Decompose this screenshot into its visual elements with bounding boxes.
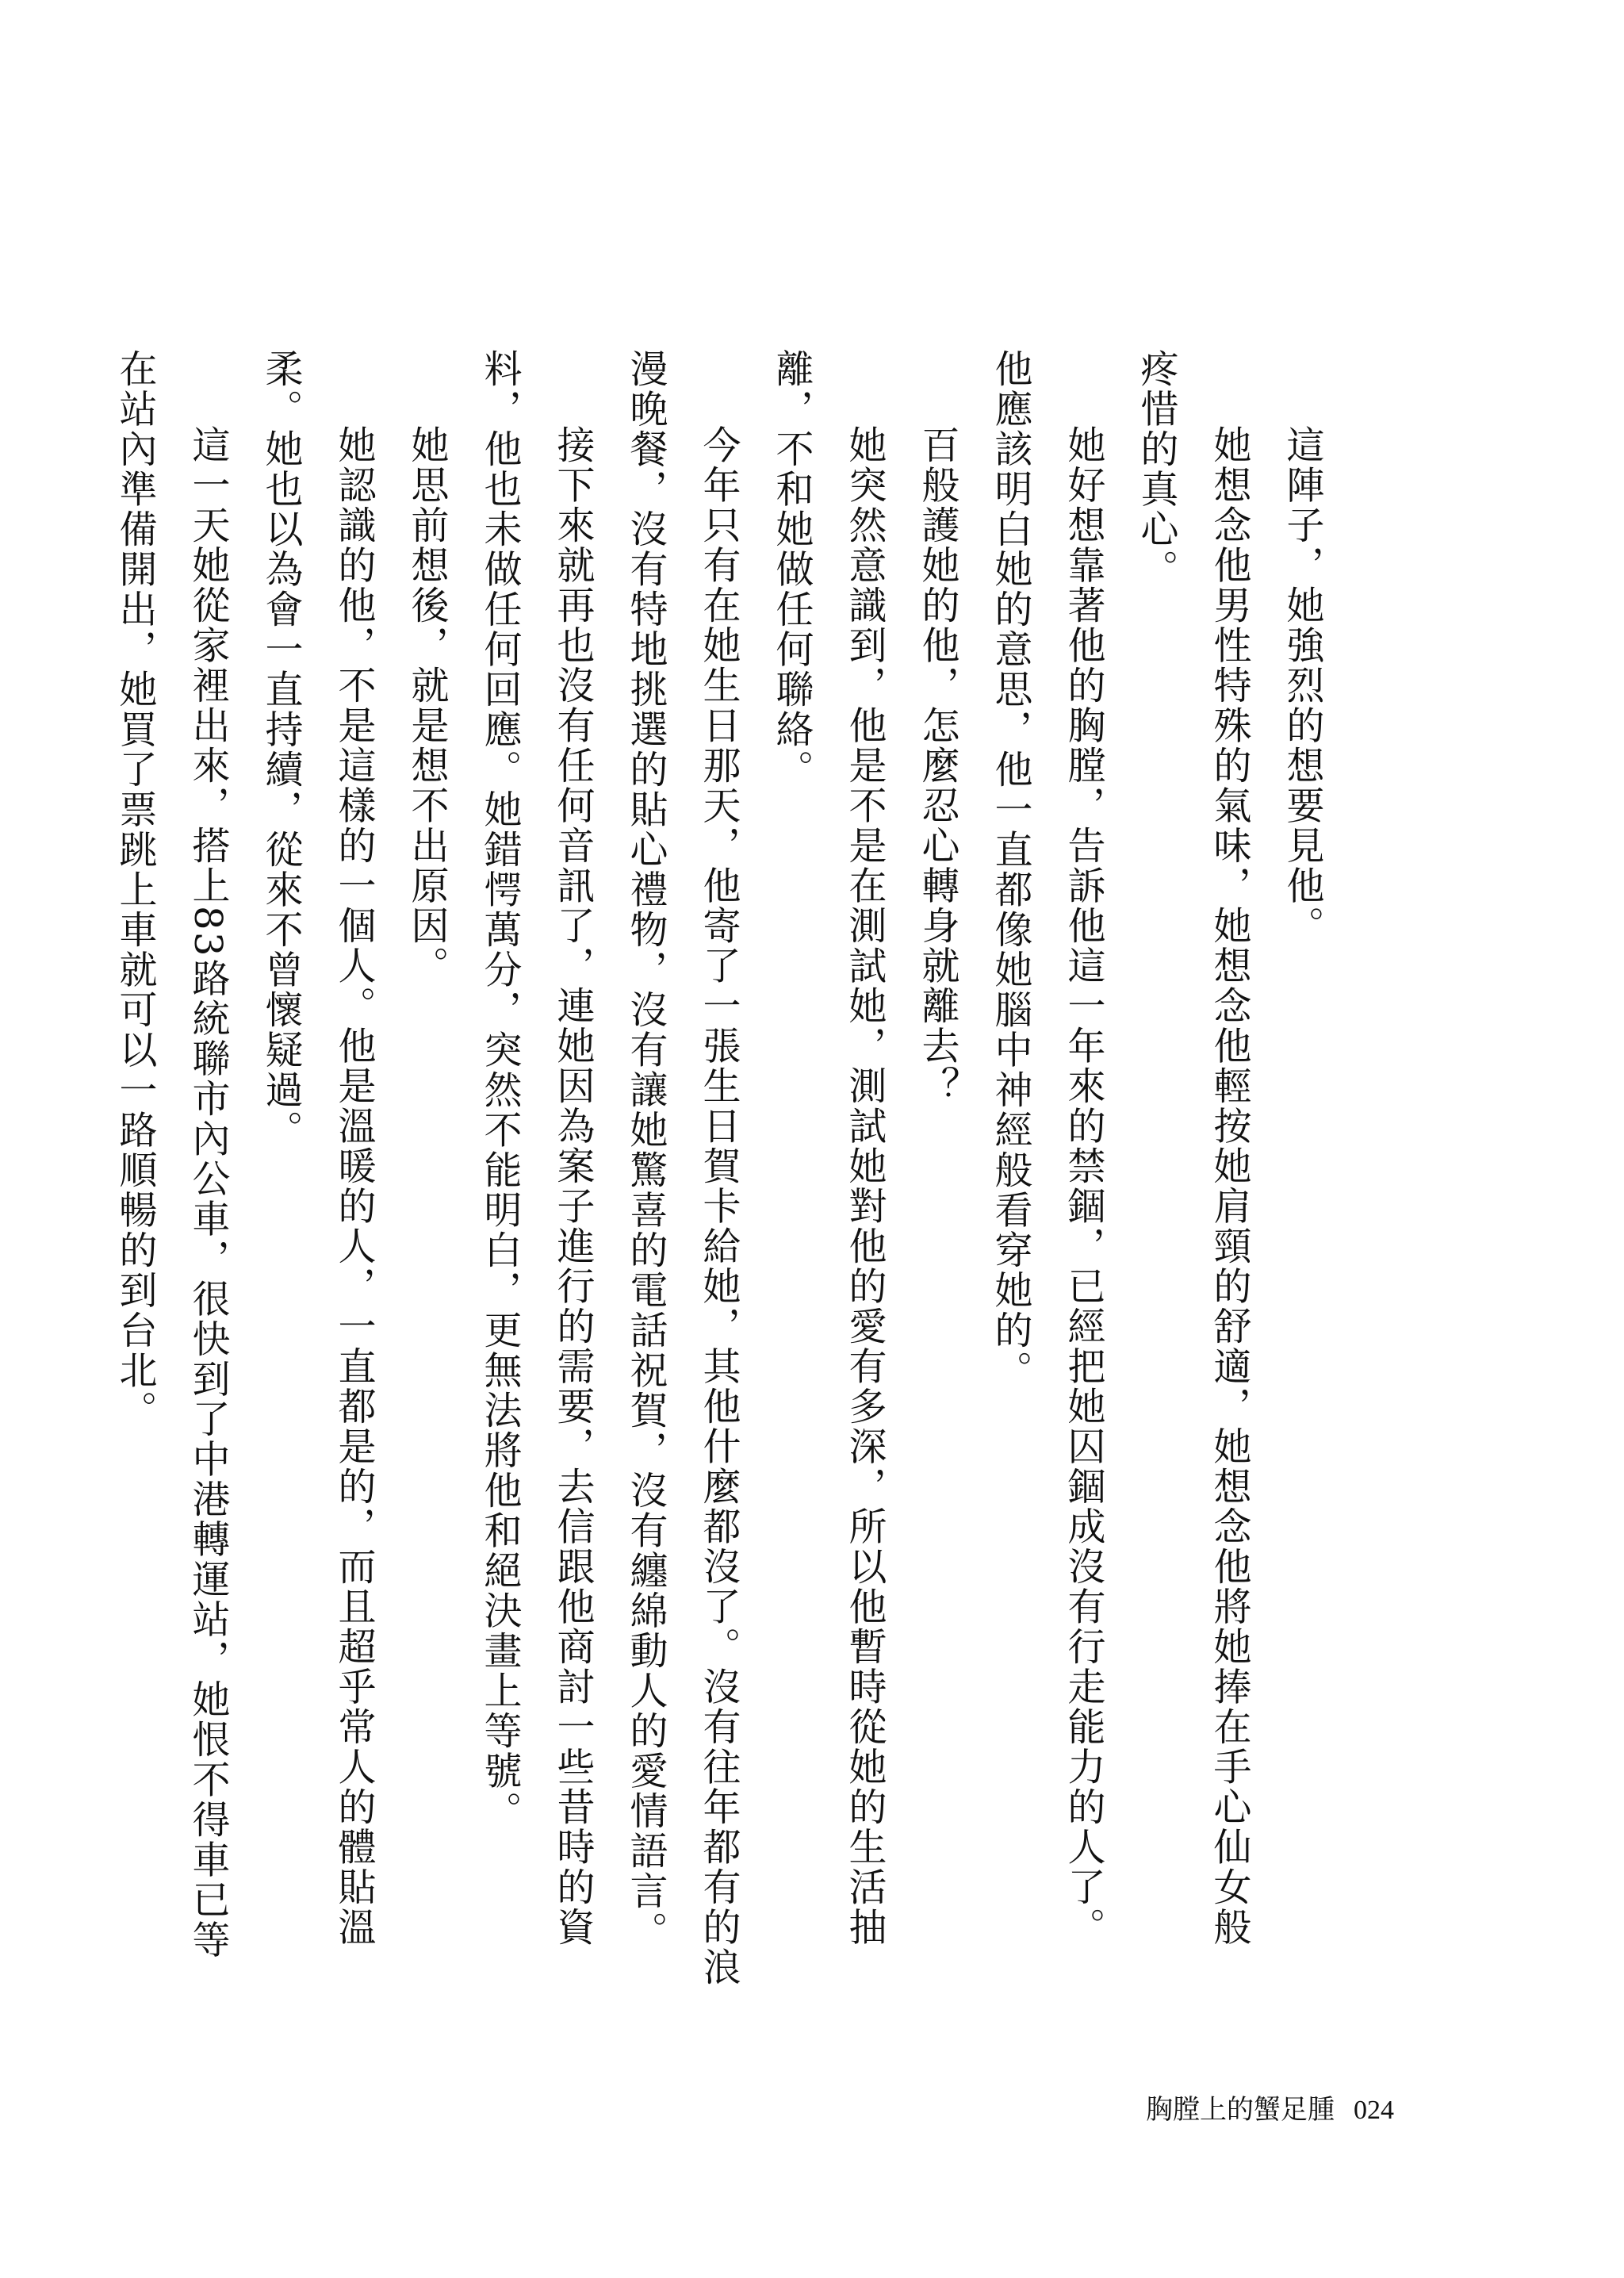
text-line: 這陣子，她強烈的想要見他。 (1280, 425, 1324, 946)
text-line: 料，他也未做任何回應。她錯愕萬分，突然不能明白，更無法將他和絕決畫上等號。 (477, 349, 522, 1831)
page-number: 024 (1354, 2096, 1394, 2125)
text-line: 接下來就再也沒有任何音訊了，連她因為案子進行的需要，去信跟他商討一些昔時的資 (550, 425, 595, 1947)
text-line: 百般護她的他，怎麼忍心轉身就離去？ (915, 425, 959, 1106)
text-line: 這一天她從家裡出來，搭上83路統聯市內公車，很快到了中港轉運站，她恨不得車已等 (186, 425, 230, 1960)
text-line: 在站內準備開出，她買了票跳上車就可以一路順暢的到台北。 (113, 349, 157, 1431)
text-line: 柔。她也以為會一直持續，從來不曾懷疑過。 (259, 349, 303, 1150)
text-line: 她突然意識到，他是不是在測試她，測試她對他的愛有多深，所以他暫時從她的生活抽 (842, 425, 887, 1947)
text-line: 她認識的他，不是這樣的一個人。他是溫暖的人，一直都是的，而且超乎常人的體貼溫 (331, 425, 376, 1947)
text-line: 她好想靠著他的胸膛，告訴他這一年來的禁錮，已經把她囚錮成沒有行走能力的人了。 (1061, 425, 1105, 1947)
text-line: 他應該明白她的意思，他一直都像她腦中神經般看穿她的。 (988, 349, 1032, 1390)
text-line: 她思前想後，就是想不出原因。 (404, 425, 449, 986)
text-line: 漫晚餐，沒有特地挑選的貼心禮物，沒有讓她驚喜的電話祝賀，沒有纏綿動人的愛情語言。 (623, 349, 668, 1951)
text-line: 疼惜的真心。 (1134, 349, 1178, 589)
text-line: 今年只有在她生日那天，他寄了一張生日賀卡給她，其他什麼都沒了。沒有往年都有的浪 (696, 425, 741, 1988)
running-footer (1146, 2088, 1394, 2127)
book-title: 胸膛上的蟹足腫 (1146, 2094, 1335, 2126)
text-line: 她想念他男性特殊的氣味，她想念他輕按她肩頸的舒適，她想念他將她捧在手心仙女般 (1207, 425, 1251, 1947)
text-line: 離，不和她做任何聯絡。 (769, 349, 814, 790)
vertical-text-body (98, 349, 1339, 2054)
